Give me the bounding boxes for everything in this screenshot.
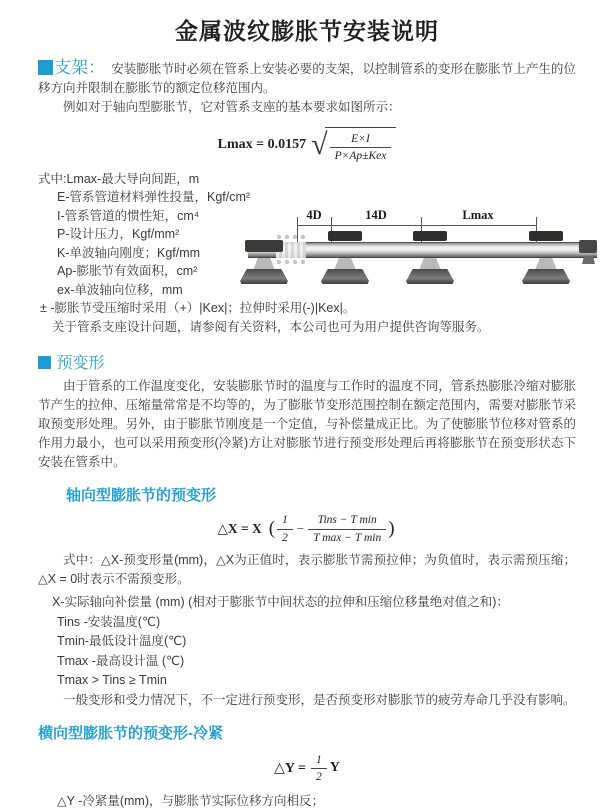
lmax-formula-radicand xyxy=(325,127,397,164)
document-content xyxy=(0,13,600,811)
definition-line: 关于管系支座设计问题，请参阅有关资料，本公司也可为用户提供咨询等服务。 xyxy=(52,319,490,334)
lateral-numerator: 1 xyxy=(315,753,322,766)
predeform-heading-text: 预变形 xyxy=(56,355,105,373)
lateral-formula-rhs: Y xyxy=(329,760,340,776)
axial-item: Tins -安装温度(℃) xyxy=(57,614,161,629)
lateral-formula-fraction xyxy=(311,753,327,785)
lmax-formula-fraction xyxy=(330,132,392,164)
support-neck xyxy=(253,258,275,270)
definition-line: ex-单波轴向位移，mm xyxy=(57,282,183,297)
support-cap xyxy=(413,231,447,241)
dimension-line xyxy=(297,225,536,226)
support-intro-text: 安装膨胀节时必须在管系上安装必要的支架，以控制管系的变形在膨胀节上产生的位移方向并限制在膨胀节的额定位移范围内。 xyxy=(38,62,576,95)
axial-item: Tmin-最低设计温度(℃) xyxy=(57,634,187,648)
predeform-body-text: 由于管系的工作温度变化，安装膨胀节时的温度与工作时的温度不同，管系热膨胀冷缩对膨胀节产生的拉伸、压缩量常常是不均等的，为了膨胀节变形范围控制在额定范围内，需要对膨胀节采取预变形处理。另外，由于膨胀节刚度是一个定值，与补偿量成正比。为了使膨胀节位移对管系的作用力最小，也可以采用预变形(冷紧)方让对膨胀节进行预变形处理后再将膨胀节在预变形状态下安装在管系中。 xyxy=(38,379,576,470)
support-cap xyxy=(328,231,362,241)
temp-denominator: T max − T min xyxy=(308,529,386,545)
page-title: 金属波纹膨胀节安装说明 xyxy=(175,18,439,44)
definition-line: E-管系管道材料弹性投量，Kgf/cm² xyxy=(57,190,251,205)
definition-line: K-单波轴向刚度；Kgf/mm xyxy=(57,245,201,260)
support-neck xyxy=(334,258,356,270)
support-section-heading: 支架： xyxy=(54,58,106,77)
support-intro-paragraph xyxy=(38,58,576,98)
lmax-formula-lhs: Lmax = 0.0157 xyxy=(217,137,307,153)
axial-note-text: 式中：△X-预变形量(mm)，△X为正值时，表示膨胀节需预拉伸；为负值时，表示需预压缩；△X = 0时表示不需预变形。 xyxy=(38,553,576,586)
section-square-icon xyxy=(38,356,51,369)
lateral-denominator: 2 xyxy=(311,768,327,784)
support-example-text: 例如对于轴向型膨胀节，它对管系支座的基本要求如图所示： xyxy=(63,100,401,114)
pipe-end-foot xyxy=(582,256,595,264)
definition-line: I-管系管道的惯性矩，cm⁴ xyxy=(57,208,200,223)
axial-formula-lhs: △X = X xyxy=(217,521,262,537)
pipe-end-clamp xyxy=(579,240,597,253)
support-cap xyxy=(245,240,283,252)
predeform-section-heading xyxy=(38,350,576,373)
minus-sign: − xyxy=(296,521,305,537)
temp-numerator: Tins − T min xyxy=(317,514,377,527)
lateral-note-text: △Y -冷紧量(mm)，与膨胀节实际位移方向相反； xyxy=(57,794,325,809)
close-paren: ) xyxy=(388,518,395,540)
pipe-anchor xyxy=(236,231,292,289)
document-page xyxy=(0,13,600,809)
lateral-formula-lhs: △Y = xyxy=(274,760,306,776)
axial-formula-temp-fraction xyxy=(308,513,386,545)
axial-subheading: 轴向型膨胀节的预变形 xyxy=(66,487,217,505)
definition-line: P-设计压力，Kgf/mm² xyxy=(57,227,180,242)
axial-item: Tmax -最高设计温 (℃) xyxy=(57,653,185,668)
lateral-formula xyxy=(38,753,576,785)
section-square-icon xyxy=(38,60,53,75)
support-base xyxy=(240,269,288,284)
open-paren: ( xyxy=(268,518,276,540)
pipe-support xyxy=(518,231,574,289)
pipe-support xyxy=(317,231,373,289)
pipe-support xyxy=(402,231,458,289)
lmax-formula-denominator: P×Ap±Kex xyxy=(330,147,392,163)
support-cap xyxy=(529,231,563,241)
axial-item: Tmax > Tins ≥ Tmin xyxy=(57,673,167,687)
axial-footer-text: 一般变形和受力情况下，不一定进行预变形，是否预变形对膨胀节的疲劳寿命几乎没有影响。 xyxy=(63,692,576,707)
support-base xyxy=(522,269,570,284)
pipe-support-diagram xyxy=(248,209,597,295)
support-neck xyxy=(535,258,557,270)
axial-item: X-实际轴向补偿量 (mm) (相对于膨胀节中间状态的拉伸和压缩位移量绝对值之和)： xyxy=(52,595,509,609)
lmax-formula xyxy=(38,127,576,164)
support-neck xyxy=(419,258,441,270)
support-base xyxy=(406,269,454,284)
axial-formula-half-fraction xyxy=(277,513,293,545)
half-denominator: 2 xyxy=(277,529,293,545)
support-base xyxy=(321,269,369,284)
definition-line: 式中:Lmax-最大导向间距，m xyxy=(38,171,200,186)
lateral-subheading: 横向型膨胀节的预变形-冷紧 xyxy=(38,724,223,742)
dim-label-4d: 4D xyxy=(292,208,336,223)
axial-formula xyxy=(38,513,576,545)
lmax-formula-numerator: E×I xyxy=(351,133,370,145)
dim-label-14d: 14D xyxy=(354,208,398,223)
definition-line: Ap-膨胀节有效面积，cm² xyxy=(57,264,198,279)
half-numerator: 1 xyxy=(282,514,288,527)
sqrt-icon: √ xyxy=(311,128,328,162)
axial-symbol-list xyxy=(38,593,576,691)
definition-line: ± -膨胀节受压缩时采用（+）|Kex|；拉伸时采用(-)|Kex|。 xyxy=(40,301,356,316)
dim-label-lmax: Lmax xyxy=(456,208,500,223)
